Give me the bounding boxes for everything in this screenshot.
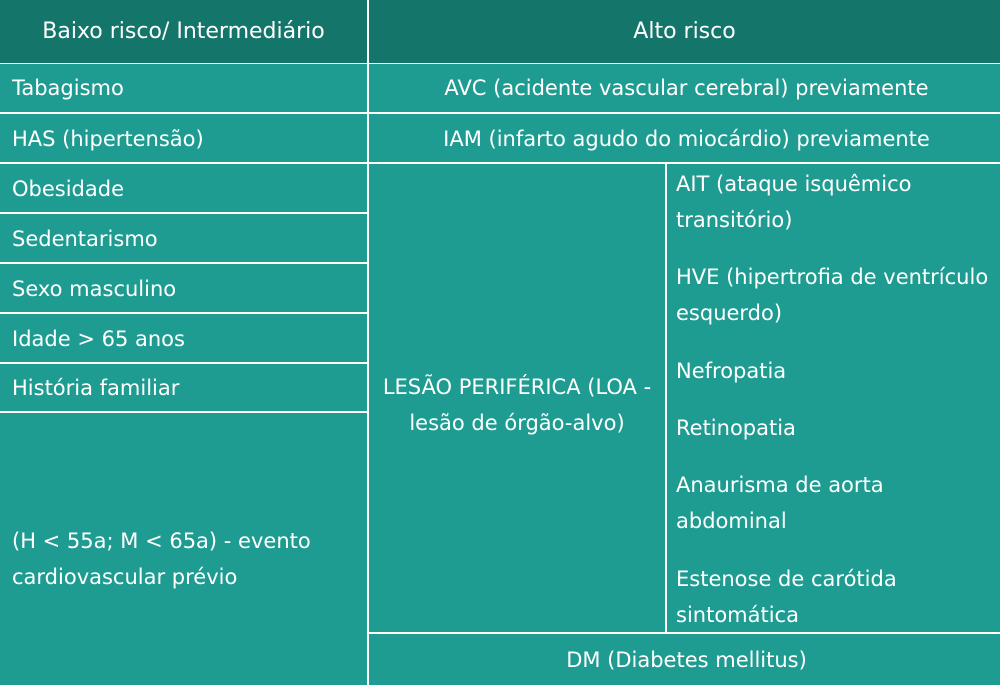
row-iam — [369, 114, 1000, 163]
header-high-risk-label: Alto risco — [633, 18, 736, 44]
row-label: Sedentarismo — [12, 226, 158, 251]
divider — [0, 162, 1000, 164]
row-historia-familiar — [0, 364, 367, 412]
header-low-risk — [0, 0, 367, 63]
divider — [0, 362, 367, 364]
divider — [0, 212, 367, 214]
row-label: Obesidade — [12, 176, 125, 201]
row-label: Tabagismo — [12, 76, 124, 100]
divider — [0, 63, 1000, 64]
row-label: (H < 55a; M < 65a) - evento cardiovascular prévio — [12, 529, 311, 589]
loa-label: LESÃO PERIFÉRICA (LOA - lesão de órgão-alvo) — [382, 375, 652, 435]
loa-item-label: Anaurisma de aorta abdominal — [676, 473, 884, 533]
row-label: Idade > 65 anos — [12, 326, 185, 351]
row-tabagismo — [0, 63, 367, 113]
loa-item-label: Nefropatia — [676, 359, 787, 383]
divider — [369, 632, 1000, 634]
divider — [0, 411, 367, 413]
row-obesidade — [0, 164, 367, 213]
divider — [0, 312, 367, 314]
row-loa-label — [369, 164, 665, 632]
row-label: História familiar — [12, 376, 180, 400]
row-label: DM (Diabetes mellitus) — [566, 647, 807, 672]
header-low-risk-label: Baixo risco/ Intermediário — [42, 18, 325, 44]
row-has — [0, 114, 367, 163]
row-avc — [369, 63, 1000, 113]
row-label: AVC (acidente vascular cerebral) previamente — [444, 76, 929, 100]
header-high-risk — [369, 0, 1000, 63]
divider-loa-vertical — [665, 164, 667, 632]
row-evento-cardiovascular — [0, 413, 367, 685]
loa-item-label: AIT (ataque isquêmico transitório) — [676, 172, 912, 232]
loa-item-label: Estenose de carótida sintomática — [676, 567, 897, 627]
divider-main-vertical — [367, 0, 369, 685]
loa-item-label: Retinopatia — [676, 416, 796, 440]
row-dm — [369, 634, 1000, 685]
loa-item-retinopatia — [676, 410, 994, 446]
loa-item-hve — [676, 259, 994, 331]
row-label: HAS (hipertensão) — [12, 126, 204, 151]
loa-item-aneurisma — [676, 467, 994, 539]
divider — [0, 262, 367, 264]
row-sexo-masculino — [0, 264, 367, 313]
row-sedentarismo — [0, 214, 367, 263]
loa-item-estenose — [676, 561, 994, 633]
row-idade — [0, 314, 367, 363]
loa-item-label: HVE (hipertrofia de ventrículo esquerdo) — [676, 265, 989, 325]
divider — [0, 112, 1000, 114]
loa-item-nefropatia — [676, 353, 994, 389]
loa-item-ait — [676, 166, 994, 238]
row-label: Sexo masculino — [12, 276, 177, 301]
row-label: IAM (infarto agudo do miocárdio) previamente — [443, 126, 930, 151]
